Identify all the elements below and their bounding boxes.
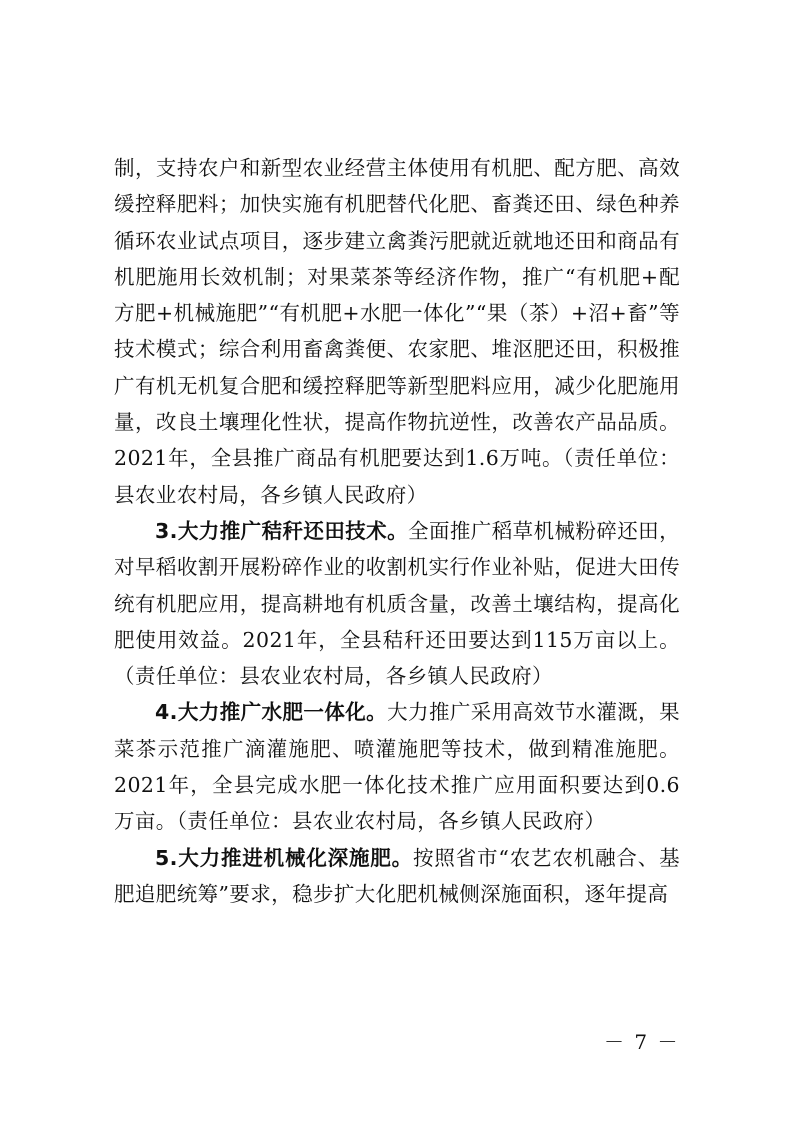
paragraph-water-fertilizer xyxy=(114,694,680,839)
paragraph-text: 按照省市“农艺农机融合、基肥追肥统筹”要求，稳步扩大化肥机械侧深施面积，逐年提高 xyxy=(114,845,680,906)
paragraph-continuation xyxy=(114,150,680,513)
paragraph-text: 大力推广采用高效节水灌溉，果菜茶示范推广滴灌施肥、喷灌施肥等技术，做到精准施肥。2021年，全县完成水肥一体化技术推广应用面积要达到0.6万亩。（责任单位：县农业农村局，各乡镇人民政府） xyxy=(114,700,680,834)
paragraph-heading: 5.大力推进机械化深施肥。 xyxy=(155,845,414,870)
paragraph-text: 全面推广稻草机械粉碎还田，对早稻收割开展粉碎作业的收割机实行作业补贴，促进大田传统有机肥应用，提高耕地有机质含量，改善土壤结构，提高化肥使用效益。2021年，全县秸秆还田要达到115万亩以上。（责任单位：县农业农村局，各乡镇人民政府） xyxy=(114,518,680,689)
paragraph-heading: 3.大力推广秸秆还田技术。 xyxy=(155,518,409,543)
document-body xyxy=(114,150,680,912)
paragraph-straw-return xyxy=(114,513,680,694)
paragraph-text: 制，支持农户和新型农业经营主体使用有机肥、配方肥、高效缓控释肥料；加快实施有机肥替代化肥、畜粪还田、绿色种养循环农业试点项目，逐步建立禽粪污肥就近就地还田和商品有机肥施用长效机制；对果菜茶等经济作物，推广“有机肥+配方肥+机械施肥”“有机肥+水肥一体化”“果（茶）+沼+畜”等技术模式；综合利用畜禽粪便、农家肥、堆沤肥还田，积极推广有机无机复合肥和缓控释肥等新型肥料应用，减少化肥施用量，改良土壤理化性状，提高作物抗逆性，改善农产品品质。2021年，全县推广商品有机肥要达到1.6万吨。（责任单位：县农业农村局，各乡镇人民政府） xyxy=(114,156,680,507)
page-number: － 7 － xyxy=(604,1030,680,1054)
paragraph-heading: 4.大力推广水肥一体化。 xyxy=(155,700,388,725)
paragraph-deep-fertilization xyxy=(114,840,680,913)
